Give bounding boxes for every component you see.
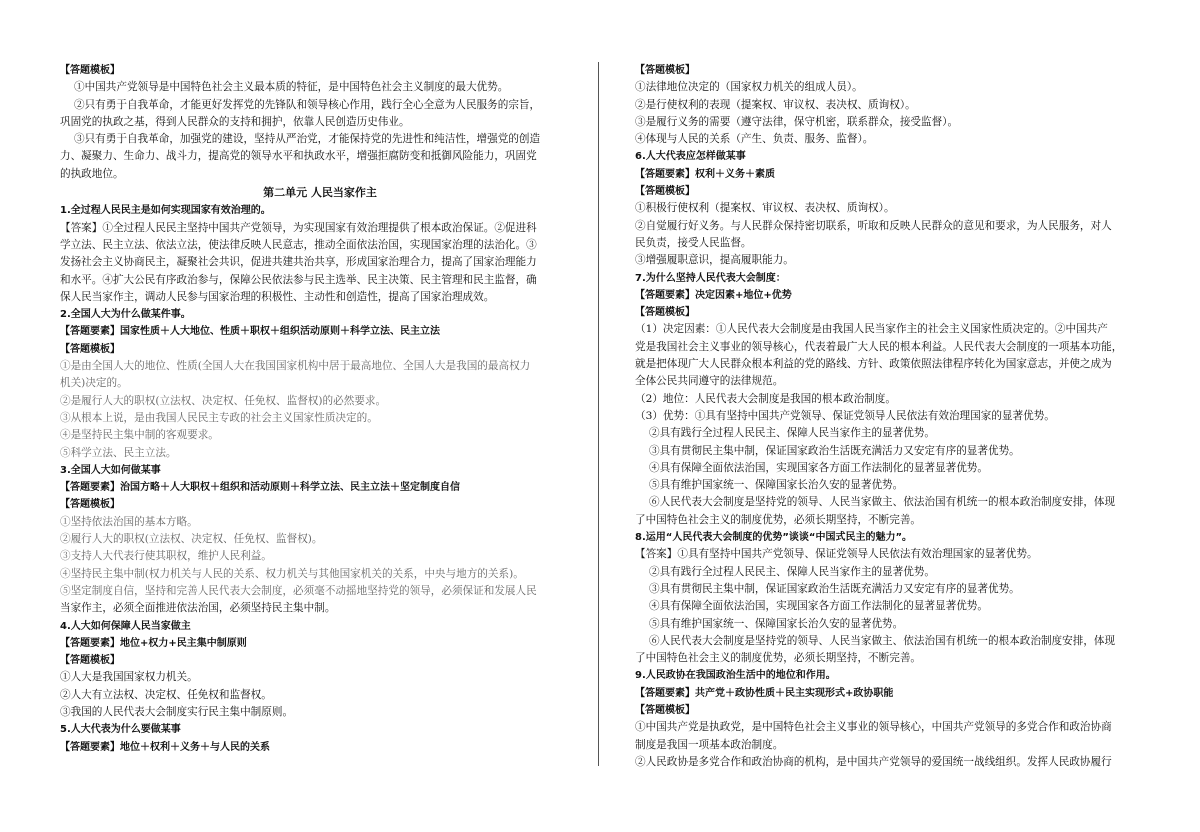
text-line: ②是行使权利的表现（提案权、审议权、表决权、质询权）。 — [635, 98, 916, 111]
section-heading: 2.全国人大为什么做某件事。 — [60, 309, 191, 321]
section-heading: 1.全过程人民民主是如何实现国家有效治理的。 — [60, 205, 271, 217]
section-heading: 【答题要素】国家性质＋人大地位、性质＋职权＋组织活动原则＋科学立法、民主立法 — [60, 326, 440, 338]
text-line: 全体公民共同遵守的法律规范。 — [635, 375, 784, 388]
right-column — [635, 62, 1143, 771]
text-line: 巩固党的执政之基，得到人民群众的支持和拥护，依靠人民创造历史伟业。 — [60, 115, 410, 128]
text-line: 民负责，接受人民监督。 — [635, 236, 752, 249]
text-line: ③我国的人民代表大会制度实行民主集中制原则。 — [60, 705, 294, 718]
text-line: ②履行人大的职权(立法权、决定权、任免权、监督权)。 — [60, 533, 323, 546]
section-heading: 【答题模板】 — [60, 343, 120, 355]
section-heading: 8.运用“人民代表大会制度的优势”谈谈“中国式民主的魅力”。 — [635, 532, 913, 544]
text-line: 党是我国社会主义事业的领导核心，代表着最广大人民的根本利益。人民代表大会制度的一项基本功能， — [635, 340, 1123, 353]
section-heading: 【答题模板】 — [635, 186, 695, 198]
text-line: ③具有贯彻民主集中制，保证国家政治生活既充满活力又安定有序的显著优势。 — [649, 582, 1020, 595]
text-line: ②人大有立法权、决定权、任免权和监督权。 — [60, 688, 272, 701]
section-heading: 【答题模板】 — [635, 307, 695, 319]
text-line: ⑥人民代表大会制度是坚持党的领导、人民当家做主、依法治国有机统一的根本政治制度安排，体现 — [649, 496, 1116, 509]
text-line: ①是由全国人大的地位、性质(全国人大在我国国家机构中居于最高地位、全国人大是我国的最高权力 — [60, 360, 531, 373]
unit-heading: 第二单元 人民当家作主 — [263, 186, 377, 200]
text-line: ①法律地位决定的（国家权力机关的组成人员）。 — [635, 81, 863, 94]
text-line: ⑥人民代表大会制度是坚持党的领导、人民当家做主、依法治国有机统一的根本政治制度安排，体现 — [649, 634, 1116, 647]
section-heading: 【答题模板】 — [635, 65, 695, 76]
text-line: ③从根本上说，是由我国人民民主专政的社会主义国家性质决定的。 — [60, 411, 378, 424]
text-line: ②人民政协是多党合作和政治协商的机构，是中国共产党领导的爱国统一战线组织。发挥人民政协履行 — [635, 755, 1112, 768]
text-line: ①人大是我国国家权力机关。 — [60, 671, 198, 684]
text-line: ④具有保障全面依法治国，实现国家各方面工作法制化的显著显著优势。 — [649, 461, 988, 474]
section-heading: 【答题要素】治国方略＋人大职权＋组织和活动原则＋科学立法、民主立法＋坚定制度自信 — [60, 482, 460, 494]
text-line: ④体现与人民的关系（产生、负责、服务、监督）。 — [635, 133, 874, 146]
text-line: （3）优势：①具有坚持中国共产党领导、保证党领导人民依法有效治理国家的显著优势。 — [635, 409, 1055, 422]
text-line: 【答案】①具有坚持中国共产党领导、保证党领导人民依法有效治理国家的显著优势。 — [635, 548, 1038, 561]
section-heading: 【答题要素】决定因素+地位+优势 — [635, 289, 792, 301]
section-heading: 【答题模板】 — [60, 65, 120, 76]
section-heading: 【答题模板】 — [60, 655, 120, 667]
text-line: 机关)决定的。 — [60, 377, 128, 390]
text-line: 当家作主，必须全面推进依法治国，必须坚持民主集中制。 — [60, 602, 336, 615]
text-line: ⑤坚定制度自信，坚持和完善人民代表大会制度，必须毫不动摇地坚持党的领导，必须保证和发展人民 — [60, 584, 537, 597]
text-line: ①积极行使权利（提案权、审议权、表决权、质询权）。 — [635, 202, 895, 215]
section-heading: 9.人民政协在我国政治生活中的地位和作用。 — [635, 670, 836, 682]
section-heading: 【答题模板】 — [635, 704, 695, 716]
section-heading: 【答题要素】地位+权力+民主集中制原则 — [60, 637, 247, 649]
text-line: ④是坚持民主集中制的客观要求。 — [60, 429, 219, 442]
section-heading: 4.人大如何保障人民当家做主 — [60, 620, 191, 632]
text-line: ②自觉履行好义务。与人民群众保持密切联系，听取和反映人民群众的意见和要求，为人民服务，对人 — [635, 219, 1112, 232]
text-line: ①中国共产党领导是中国特色社会主义最本质的特征，是中国特色社会主义制度的最大优势。 — [74, 81, 509, 94]
text-line: ①中国共产党是执政党，是中国特色社会主义事业的领导核心，中国共产党领导的多党合作和政治协商 — [635, 721, 1112, 734]
text-line: ②具有践行全过程人民民主、保障人民当家作主的显著优势。 — [649, 427, 936, 440]
text-line: 了中国特色社会主义的制度优势，必须长期坚持，不断完善。 — [635, 652, 922, 665]
section-heading: 3.全国人大如何做某事 — [60, 464, 161, 476]
text-line: 学立法、民主立法、依法立法，使法律反映人民意志，推动全面依法治国，实现国家治理的法治化。③ — [60, 238, 537, 251]
text-line: ⑤具有维护国家统一、保障国家长治久安的显著优势。 — [649, 479, 904, 492]
text-line: 了中国特色社会主义的制度优势，必须长期坚持，不断完善。 — [635, 513, 922, 526]
text-line: （2）地位：人民代表大会制度是我国的根本政治制度。 — [635, 392, 896, 405]
section-heading: 6.人大代表应怎样做某事 — [635, 151, 746, 163]
left-column — [60, 62, 580, 756]
text-line: ③支持人大代表行使其职权，维护人民利益。 — [60, 550, 272, 563]
text-line: ④坚持民主集中制(权力机关与人民的关系、权力机关与其他国家机关的关系，中央与地方的关系)。 — [60, 567, 524, 580]
text-line: ③是履行义务的需要（遵守法律，保守机密，联系群众，接受监督）。 — [635, 115, 959, 128]
text-line: ⑤科学立法、民主立法。 — [60, 446, 177, 459]
text-line: 和水平。④扩大公民有序政治参与，保障公民依法参与民主选举、民主决策、民主管理和民主监督，确 — [60, 273, 537, 286]
text-line: ⑤具有维护国家统一、保障国家长治久安的显著优势。 — [649, 617, 904, 630]
section-heading: 【答题模板】 — [60, 499, 120, 511]
text-line: 制度是我国一项基本政治制度。 — [635, 738, 784, 751]
section-heading: 【答题要素】地位＋权利＋义务＋与人民的关系 — [60, 741, 270, 753]
text-line: ①坚持依法治国的基本方略。 — [60, 515, 198, 528]
text-line: （1）决定因素：①人民代表大会制度是由我国人民当家作主的社会主义国家性质决定的。②中国共产 — [635, 323, 1108, 336]
section-heading: 5.人大代表为什么要做某事 — [60, 724, 181, 736]
text-line: 【答案】①全过程人民民主坚持中国共产党领导，为实现国家有效治理提供了根本政治保证。②促进科 — [60, 221, 537, 234]
text-line: 的执政地位。 — [60, 167, 124, 180]
text-line: ③增强履职意识，提高履职能力。 — [635, 254, 794, 267]
section-heading: 7.为什么坚持人民代表大会制度： — [635, 272, 786, 284]
text-line: 保人民当家作主，调动人民参与国家治理的积极性、主动性和创造性，提高了国家治理成效。 — [60, 290, 495, 303]
section-heading: 【答题要素】共产党＋政协性质＋民主实现形式+政协职能 — [635, 687, 894, 699]
text-line: ②只有勇于自我革命，才能更好发挥党的先锋队和领导核心作用，践行全心全意为人民服务的宗旨， — [74, 98, 541, 111]
text-line: ③只有勇于自我革命，加强党的建设，坚持从严治党，才能保持党的先进性和纯洁性，增强党的创造 — [74, 133, 541, 146]
text-line: ④具有保障全面依法治国，实现国家各方面工作法制化的显著显著优势。 — [649, 600, 988, 613]
text-line: 就是把体现广大人民群众根本利益的党的路线、方针、政策依照法律程序转化为国家意志，并使之成为 — [635, 358, 1112, 371]
column-divider — [598, 62, 599, 766]
text-line: ②是履行人大的职权(立法权、决定权、任免权、监督权)的必然要求。 — [60, 394, 387, 407]
text-line: ③具有贯彻民主集中制，保证国家政治生活既充满活力又安定有序的显著优势。 — [649, 444, 1020, 457]
text-line: ②具有践行全过程人民民主、保障人民当家作主的显著优势。 — [649, 565, 936, 578]
text-line: 发扬社会主义协商民主，凝聚社会共识，促进共建共治共享，形成国家治理合力，提高了国家治理能力 — [60, 256, 537, 269]
section-heading: 【答题要素】权利＋义务＋素质 — [635, 168, 775, 180]
text-line: 力、凝聚力、生命力、战斗力，提高党的领导水平和执政水平，增强拒腐防变和抵御风险能力，巩固党 — [60, 150, 537, 163]
